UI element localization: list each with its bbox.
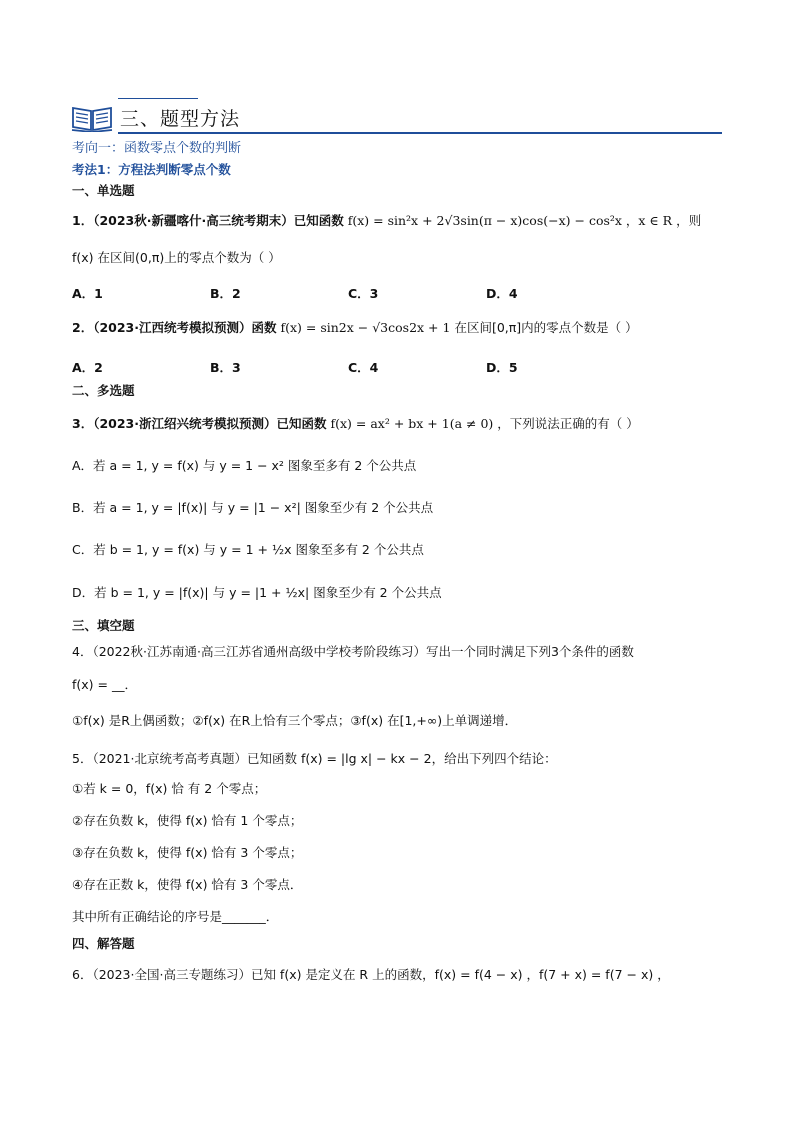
- q6-line1: 6．（2023·全国·高三专题练习）已知 f(x) 是定义在 R 上的函数，f(x) = f(4 − x) ，f(7 + x) = f(7 − x) ，: [72, 967, 670, 982]
- q1-option-c: C．3: [348, 286, 379, 301]
- q2-option-a: A．2: [72, 360, 103, 375]
- q4-line1: 4．（2022秋·江苏南通·高三江苏省通州高级中学校考阶段练习）写出一个同时满足下列3个条件的函数: [72, 644, 634, 659]
- q2-option-c: C．4: [348, 360, 379, 375]
- q1-line1: [72, 212, 701, 230]
- q3-option-c: C．若 b = 1, y = f(x) 与 y = 1 + ½x 图象至多有 2 个公共点: [72, 542, 424, 557]
- type-heading-fill: 三、填空题: [72, 618, 135, 633]
- q4-line2: f(x) = __．: [72, 677, 137, 692]
- q3-option-b: B．若 a = 1, y = |f(x)| 与 y = |1 − x²| 图象至少有 2 个公共点: [72, 500, 434, 515]
- q5-conclusion-1: ①若 k = 0，f(x) 恰 有 2 个零点；: [72, 781, 267, 796]
- q1-line2: f(x) 在区间(0,π)上的零点个数为（ ）: [72, 250, 281, 265]
- q3-line: [72, 415, 639, 433]
- q3-stem-end: ，下列说法正确的有（ ）: [497, 416, 639, 431]
- q3-stem: 3．（2023·浙江绍兴统考模拟预测）已知函数: [72, 416, 327, 431]
- header-bottom-rule: [118, 132, 722, 134]
- type-heading-single: 一、单选题: [72, 183, 135, 198]
- q1-option-b: B．2: [210, 286, 241, 301]
- type-heading-answer: 四、解答题: [72, 936, 135, 951]
- direction-heading: 考向一：函数零点个数的判断: [72, 141, 242, 156]
- q3-option-a: A．若 a = 1, y = f(x) 与 y = 1 − x² 图象至多有 2 个公共点: [72, 458, 417, 473]
- q2-stem: 2．（2023·江西统考模拟预测）函数: [72, 320, 277, 335]
- q1-stem: 1．（2023秋·新疆喀什·高三统考期末）已知函数: [72, 213, 344, 228]
- q1-option-d: D．4: [486, 286, 518, 301]
- q2-line: [72, 319, 638, 337]
- q1-formula: f(x) = sin²x + 2√3sin(π − x)cos(−x) − cos²x ，x ∈ R: [347, 213, 673, 228]
- q2-formula: f(x) = sin2x − √3cos2x + 1: [280, 320, 451, 335]
- q2-option-b: B．3: [210, 360, 241, 375]
- q5-conclusion-3: ③存在负数 k，使得 f(x) 恰有 3 个零点；: [72, 845, 303, 860]
- q2-option-d: D．5: [486, 360, 518, 375]
- q2-stem-end: 在区间[0,π]内的零点个数是（ ）: [454, 320, 638, 335]
- header-top-rule: [118, 98, 198, 99]
- q3-formula: f(x) = ax² + bx + 1(a ≠ 0): [330, 416, 494, 431]
- q1-option-a: A．1: [72, 286, 103, 301]
- q5-line1: 5．（2021·北京统考高考真题）已知函数 f(x) = |lg x| − kx − 2，给出下列四个结论：: [72, 751, 557, 766]
- type-heading-multi: 二、多选题: [72, 383, 135, 398]
- q5-conclusion-2: ②存在负数 k，使得 f(x) 恰有 1 个零点；: [72, 813, 303, 828]
- section-title: 三、题型方法: [120, 108, 241, 130]
- q4-line3: ①f(x) 是R上偶函数；②f(x) 在R上恰有三个零点；③f(x) 在[1,+∞)上单调递增．: [72, 713, 518, 728]
- method-heading: 考法1：方程法判断零点个数: [72, 162, 231, 177]
- q1-stem-end: ，则: [676, 213, 702, 228]
- q5-conclusion-4: ④存在正数 k，使得 f(x) 恰有 3 个零点．: [72, 877, 303, 892]
- book-icon: [70, 102, 114, 132]
- q3-option-d: D．若 b = 1, y = |f(x)| 与 y = |1 + ½x| 图象至少有 2 个公共点: [72, 585, 442, 600]
- section-header: [70, 98, 722, 134]
- q5-question: 其中所有正确结论的序号是_______．: [72, 909, 279, 924]
